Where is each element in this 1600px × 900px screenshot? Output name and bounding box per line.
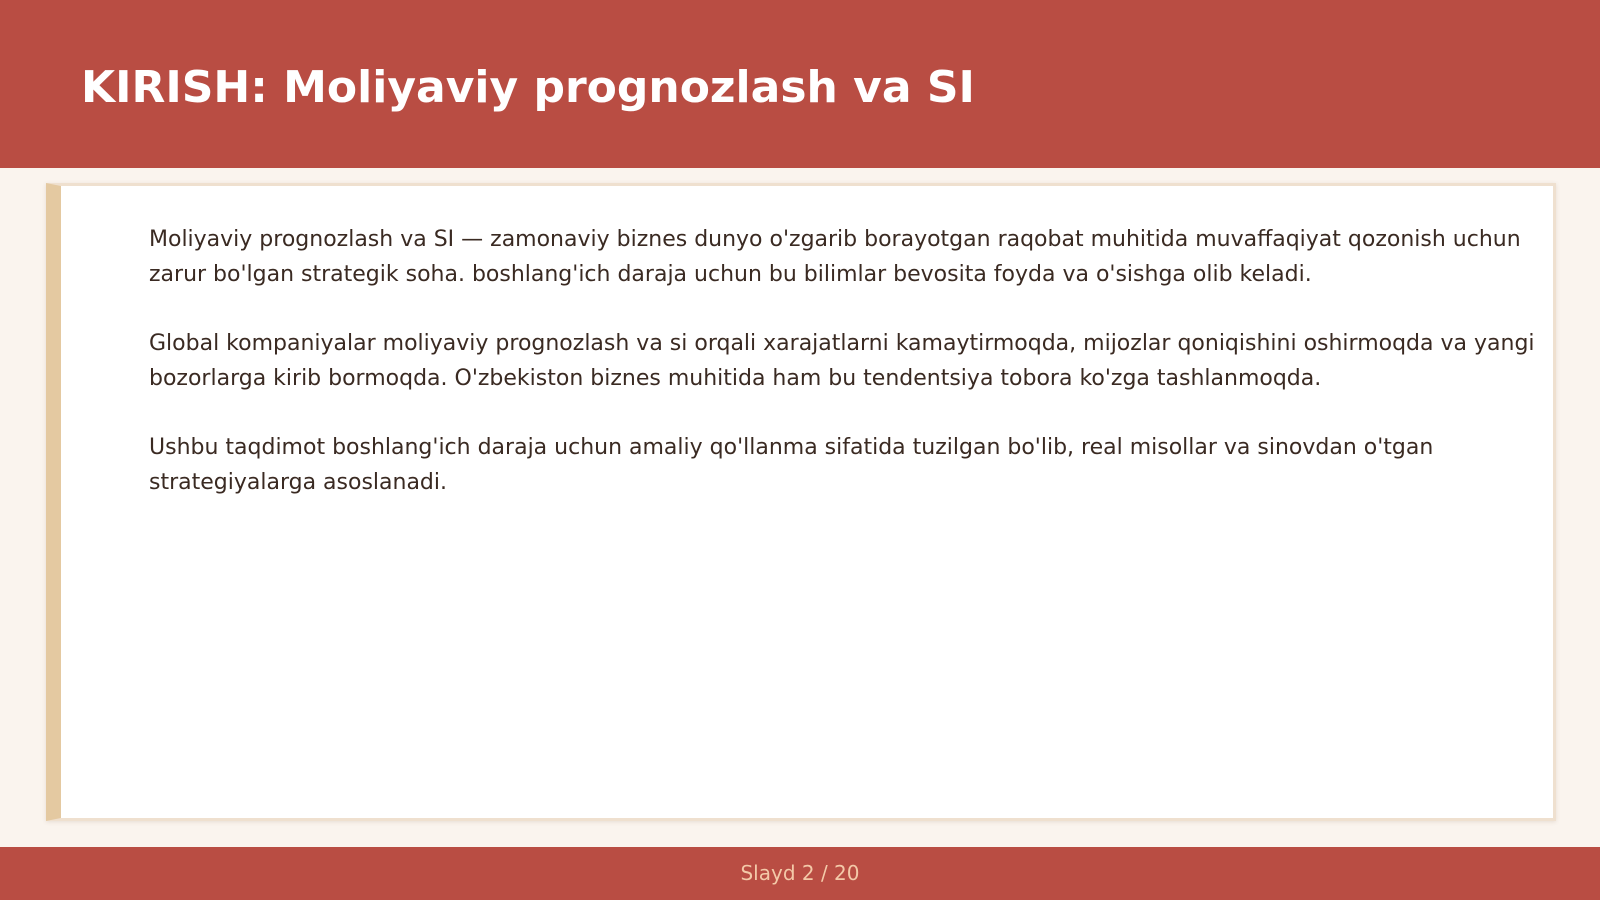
slide-title: KIRISH: Moliyaviy prognozlash va SI	[81, 62, 975, 113]
content-card	[46, 183, 1556, 821]
body-paragraph-1: Moliyaviy prognozlash va SI — zamonaviy biznes dunyo o'zgarib borayotgan raqobat muhitida muvaffaqiyat qozonish uchun zarur bo'lgan strategik soha. boshlang'ich daraja uchun bu bilimlar bevosita foyda va o'sishga olib keladi.	[149, 227, 1521, 287]
slide-header	[0, 0, 1600, 168]
slide-footer	[0, 847, 1600, 900]
slide-number: Slayd 2 / 20	[740, 861, 860, 885]
body-paragraph-3: Ushbu taqdimot boshlang'ich daraja uchun amaliy qo'llanma sifatida tuzilgan bo'lib, real misollar va sinovdan o'tgan strategiyalarga asoslanadi.	[149, 435, 1434, 495]
body-paragraph-2: Global kompaniyalar moliyaviy prognozlash va si orqali xarajatlarni kamaytirmoqda, mijozlar qoniqishini oshirmoqda va yangi bozorlarga kirib bormoqda. O'zbekiston biznes muhitida ham bu tendentsiya tobora ko'zga tashlanmoqda.	[149, 331, 1535, 391]
